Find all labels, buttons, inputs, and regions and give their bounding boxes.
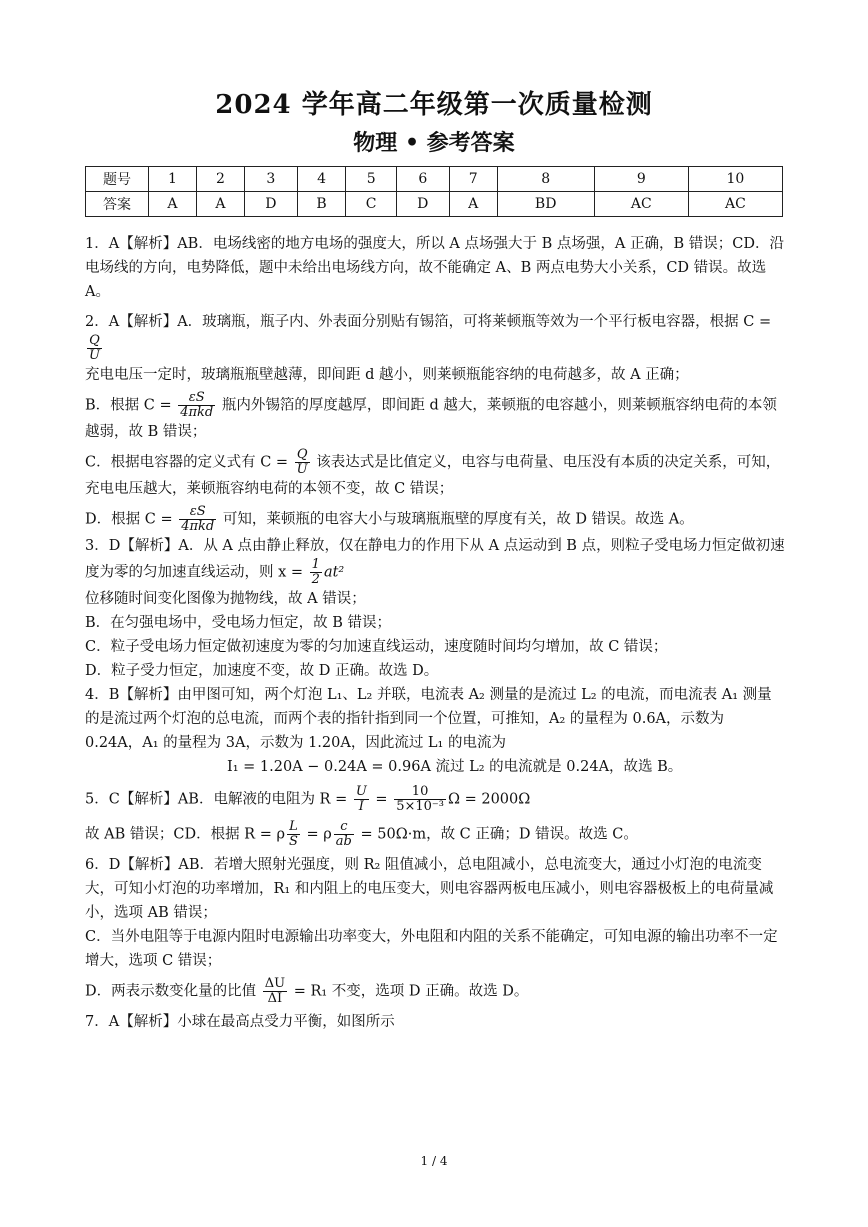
denominator: 5×10⁻³ [396, 799, 444, 814]
formula-fraction [334, 820, 354, 849]
table-cell: 7 [449, 167, 497, 192]
row-label: 答案 [86, 192, 149, 217]
numerator: 1 [311, 557, 320, 572]
numerator: Q [295, 448, 310, 463]
table-cell: AC [594, 192, 688, 217]
q6-part-ab: 6．D【解析】AB．若增大照射光强度，则 R₂ 阻值减小，总电阻减小，总电流变大，通过小灯泡的电流变大，可知小灯泡的功率增加，R₁ 和内阻上的电压变大，则电容器两板电压减小，则电容器极板上的电荷量减小，选项 AB 错误； [85, 857, 774, 921]
table-cell: BD [497, 192, 594, 217]
formula-fraction [295, 448, 310, 477]
numerator: U [355, 784, 367, 799]
formula-fraction [287, 820, 300, 849]
table-cell: AC [688, 192, 782, 217]
numerator: ΔU [264, 976, 286, 991]
formula-fraction [178, 391, 215, 420]
q6-part-c: C．当外电阻等于电源内阻时电源输出功率变大，外电阻和内阻的关系不能确定，可知电源的输出功率不一定增大，选项 C 错误； [85, 929, 778, 969]
page-subtitle: 物理 • 参考答案 [353, 130, 515, 156]
q2-option-c [85, 448, 785, 501]
row-label: 题号 [86, 167, 149, 192]
text: 故 AB 错误；CD．根据 R = ρ [85, 826, 285, 843]
table-cell: B [297, 192, 346, 217]
answer-table [85, 166, 783, 217]
text: = ρ [301, 826, 332, 843]
formula-fraction [179, 505, 216, 534]
text: 5．C【解析】AB．电解液的电阻为 R = [85, 791, 352, 808]
denominator: 2 [311, 572, 320, 587]
numerator: c [334, 820, 354, 835]
table-cell: 1 [149, 167, 197, 192]
table-cell: 4 [297, 167, 346, 192]
q5-part-ab: 5．C【解析】AB．电解液的电阻为 R = $\frac{U}{I}$ = $\frac{10}{\text{5×10⁻³}}$ Ω = 2000Ω [85, 784, 531, 814]
formula-fraction [87, 334, 102, 363]
text: = 50Ω·m，故 C 正确；D 错误。故选 C。 [355, 826, 638, 843]
denominator: ΔI [267, 991, 283, 1006]
table-cell: 9 [594, 167, 688, 192]
denominator: I [358, 799, 364, 814]
q3-option-a [85, 534, 785, 587]
q3-option-a-cont: 位移随时间变化图像为抛物线，故 A 错误； [85, 591, 366, 607]
table-cell: D [244, 192, 297, 217]
solution-body [85, 232, 785, 1034]
q2-option-b [85, 391, 785, 444]
text: 瓶内外锡箔的厚度越厚，即间距 d 越大，莱顿瓶的电容越小，则莱顿瓶容纳电荷的本领越弱，故 B 错误； [85, 397, 777, 440]
table-cell: 2 [196, 167, 244, 192]
table-cell: 6 [396, 167, 449, 192]
q6-part-d [85, 977, 785, 1006]
text: 可知，莱顿瓶的电容大小与玻璃瓶瓶壁的厚度有关，故 D 错误。故选 A。 [218, 511, 694, 528]
table-cell: 8 [497, 167, 594, 192]
text: 该表达式是比值定义，电容与电荷量、电压没有本质的决定关系，可知，充电电压越大，莱顿瓶容纳电荷的本领不变，故 C 错误； [85, 454, 781, 497]
numerator: εS [179, 505, 216, 520]
q4-equation: I₁ = 1.20A − 0.24A = 0.96A 流过 L₂ 的电流就是 0.24A，故选 B。 [227, 759, 683, 775]
page-title: 2024 学年高二年级第一次质量检测 [215, 90, 653, 120]
numerator: 10 [394, 785, 446, 800]
formula-term: at² [323, 564, 345, 581]
q2-option-a-cont: 充电电压一定时，玻璃瓶瓶壁越薄，即间距 d 越小，则莱顿瓶能容纳的电荷越多，故 A 正确； [85, 367, 689, 383]
q3-option-b: B．在匀强电场中，受电场力恒定，故 B 错误； [85, 615, 392, 631]
denominator: 4πkd [180, 405, 214, 420]
text: 2．A【解析】A．玻璃瓶，瓶子内、外表面分别贴有锡箔，可将莱顿瓶等效为一个平行板电容器，根据 C = [85, 314, 772, 330]
text: = R₁ 不变，选项 D 正确。故选 D。 [289, 983, 529, 1000]
question-number-row [86, 167, 783, 192]
numerator: Q [87, 334, 102, 349]
denominator: ab [335, 834, 352, 849]
denominator: 4πkd [181, 519, 215, 534]
table-cell: A [449, 192, 497, 217]
table-cell: D [396, 192, 449, 217]
table-cell: 10 [688, 167, 782, 192]
formula-fraction [310, 558, 322, 587]
formula-fraction [354, 785, 369, 814]
answer-row [86, 192, 783, 217]
text: 3．D【解析】A．从 A 点由静止释放，仅在静电力的作用下从 A 点运动到 B 点，则粒子受电场力恒定做初速度为零的匀加速直线运动，则 x = [85, 538, 785, 581]
numerator: εS [178, 391, 215, 406]
denominator: S [288, 834, 298, 849]
formula-fraction [263, 977, 287, 1006]
table-cell: 3 [244, 167, 297, 192]
text: D．两表示数变化量的比值 [85, 983, 261, 1000]
q2-option-a [85, 310, 785, 363]
numerator: L [287, 820, 300, 835]
table-cell: C [346, 192, 397, 217]
q3-option-c: C．粒子受电场力恒定做初速度为零的匀加速直线运动，速度随时间均匀增加，故 C 错误； [85, 639, 668, 655]
table-cell: 5 [346, 167, 397, 192]
denominator: U [296, 462, 308, 477]
q4-solution: 4．B【解析】由甲图可知，两个灯泡 L₁、L₂ 并联，电流表 A₂ 测量的是流过 L₂ 的电流，而电流表 A₁ 测量的是流过两个灯泡的总电流，而两个表的指针指到同一个位置，可推知，A₂ 的量程为 0.6A，示数为 0.24A，A₁ 的量程为 3A，示数为 1.20A，因此流过 L₁ 的电流为 [85, 687, 772, 751]
text: C．根据电容器的定义式有 C = [85, 454, 293, 471]
formula-fraction [394, 785, 446, 814]
q1-solution: 1．A【解析】AB．电场线密的地方电场的强度大，所以 A 点场强大于 B 点场强，A 正确，B 错误；CD．沿电场线的方向，电势降低，题中未给出电场线方向，故不能确定 A、B 两点电势大小关系，CD 错误。故选A。 [85, 236, 784, 300]
q2-option-d [85, 505, 785, 534]
page-number: 1 / 4 [420, 1154, 448, 1168]
q7-solution: 7．A【解析】小球在最高点受力平衡，如图所示 [85, 1014, 395, 1030]
text: Ω = 2000Ω [447, 791, 531, 808]
denominator: U [89, 348, 100, 363]
table-cell: A [196, 192, 244, 217]
q5-part-cd [85, 820, 785, 849]
text: D．根据 C = [85, 511, 178, 528]
q3-option-d: D．粒子受力恒定，加速度不变，故 D 正确。故选 D。 [85, 663, 439, 679]
table-cell: A [149, 192, 197, 217]
text: B．根据 C = [85, 397, 177, 414]
